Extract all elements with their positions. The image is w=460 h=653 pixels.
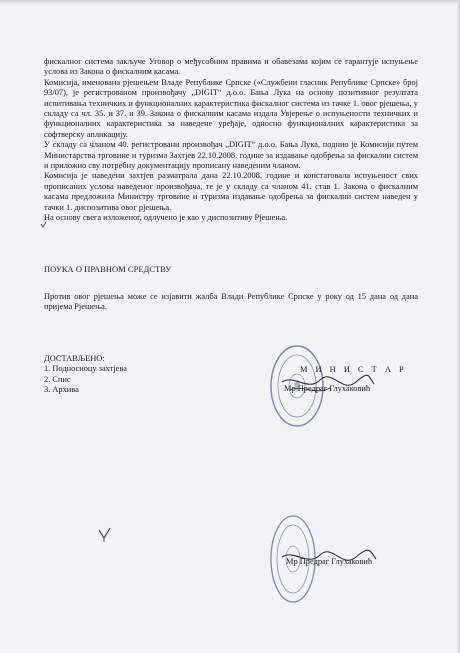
paragraph-3: У складу са чланом 40. регистровани произвођач „DIGIT“ д.о.о. Бања Лука, поднио је Комисији путем Министарства трговине и туризма Захтјев 22.10.2008. године за издавање одобрења за фискални систем и приложио сву потребну документацију прописану наведеним чланом. bbox=[44, 140, 418, 171]
delivered-list bbox=[44, 354, 127, 396]
legal-remedy-heading: ПОУКА О ПРАВНОМ СРЕДСТВУ bbox=[44, 265, 172, 274]
paragraph-5: На основу свега изложеног, одлучено је као у диспозитиву Рјешења. bbox=[44, 213, 288, 223]
handwritten-mark bbox=[95, 526, 115, 544]
delivered-item: 2. Спис bbox=[44, 374, 71, 384]
paragraph-1: фискалног система закључе Уговор о међусобним правима и обавезама којим се гарантује испуњење услова из Закона о фискалним касама. bbox=[44, 57, 418, 77]
page-top-edge bbox=[0, 0, 460, 4]
delivered-item: 3. Архива bbox=[44, 385, 79, 395]
body-text bbox=[44, 57, 418, 224]
delivered-heading: ДОСТАВЉЕНО: bbox=[44, 354, 105, 363]
legal-remedy-text: Против овог рјешења може се изјавити жалба Влади Републике Српске у року од 15 дана од дана пријема Рјешења. bbox=[44, 292, 418, 312]
paragraph-2: Комисија, именована рјешењем Владе Републике Српске («Службени гласник Републике Српске» број 93/07), је регистрованом произвођачу „DIGIT“ д.о.о. Бања Лука на основу позитивног резултата испитивања техничких и функционалних карактеристика фискалног система из тачке 1. овог рјешења, у складу са чл. 35. и 37. и 39. Закона о фискалним касама издала Увјерење о испуњености техничких и функционалних карактеристика за наведене уређаје, односно функционалних карактеристика за софтверску апликацију. bbox=[44, 77, 418, 139]
paragraph-4: Комисија је наведени захтјев разматрала дана 22.10.2008. године и констатовала испуњеност свих прописаних услова наведеног произвођача, те је у складу са чланом 41. став 1. Закона о фискалним касама предложила Министру трговине и туризма издавање одобрења за фискални систем наведен у тачки 1. диспозитива овог рјешења. bbox=[44, 171, 418, 212]
delivered-item: 1. Подносиоцу захтјева bbox=[44, 364, 127, 374]
minister-title: М И Н И С Т А Р bbox=[300, 365, 407, 374]
minister-name: Мр Предраг Глухаковић bbox=[284, 384, 371, 393]
handwritten-tick-mark bbox=[40, 221, 48, 229]
second-minister-name: Мр Предраг Глухаковић bbox=[286, 557, 373, 566]
